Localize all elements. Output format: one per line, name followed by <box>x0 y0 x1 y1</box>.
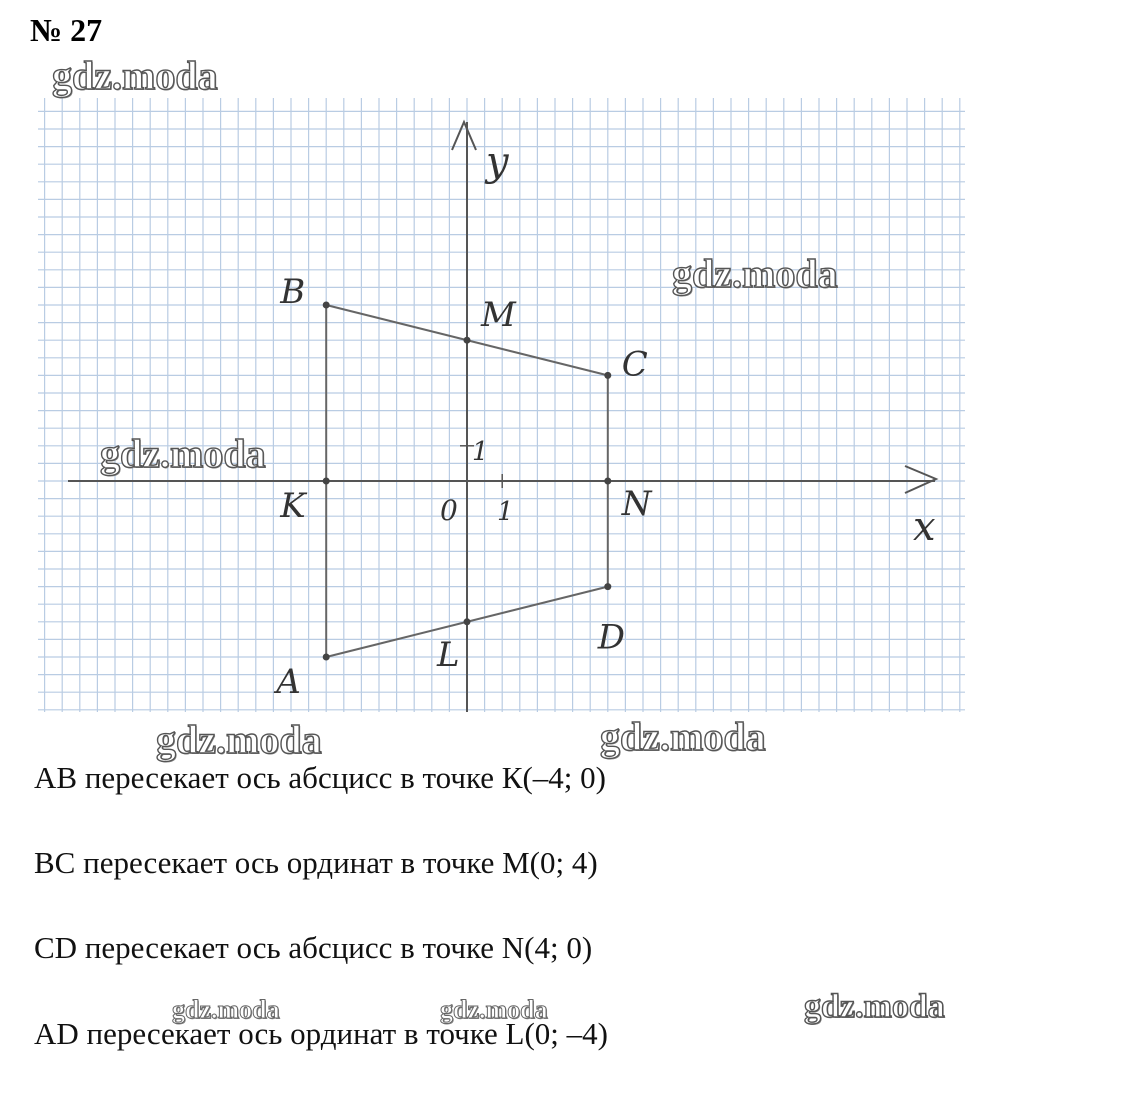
answer-line-1: AB пересекает ось абсцисс в точке К(–4; 0) <box>34 760 606 795</box>
watermark: gdz.moda <box>172 995 280 1024</box>
answer-line-2: ВС пересекает ось ординат в точке М(0; 4) <box>34 845 598 880</box>
point-label-L: L <box>437 634 460 675</box>
watermark: gdz.moda <box>672 251 838 296</box>
watermark: gdz.moda <box>100 431 266 476</box>
point-label-M: M <box>481 295 516 336</box>
point-B <box>323 302 330 309</box>
point-label-B: B <box>280 272 306 312</box>
point-label-A: A <box>276 662 301 702</box>
y-unit-label: 1 <box>472 437 489 467</box>
point-D <box>604 583 611 590</box>
x-axis-arrow <box>905 466 936 493</box>
point-M <box>464 337 471 344</box>
point-K <box>323 478 330 485</box>
point-N <box>604 478 611 485</box>
watermark: gdz.moda <box>156 717 322 762</box>
point-A <box>323 654 330 661</box>
answer-line-3: СD пересекает ось абсцисс в точке N(4; 0) <box>34 930 593 965</box>
watermark: gdz.moda <box>52 53 218 98</box>
grid-paper <box>38 98 965 712</box>
problem-number: № 27 <box>30 12 103 48</box>
y-axis-arrow <box>452 122 476 150</box>
point-L <box>464 618 471 625</box>
point-label-K: K <box>280 486 306 526</box>
x-axis-label: x <box>913 504 936 550</box>
origin-label: 0 <box>440 494 458 527</box>
watermark: gdz.moda <box>600 714 766 759</box>
watermark: gdz.moda <box>804 988 945 1025</box>
watermark: gdz.moda <box>440 995 548 1024</box>
x-unit-label: 1 <box>497 497 514 527</box>
answer-line-4: AD пересекает ось ординат в точке L(0; –4) <box>34 1016 608 1051</box>
point-label-N: N <box>621 484 652 524</box>
point-label-C: C <box>621 344 648 385</box>
point-label-D: D <box>597 617 626 658</box>
point-C <box>604 372 611 379</box>
y-axis-label: y <box>486 139 509 185</box>
point-labels <box>273 272 653 702</box>
